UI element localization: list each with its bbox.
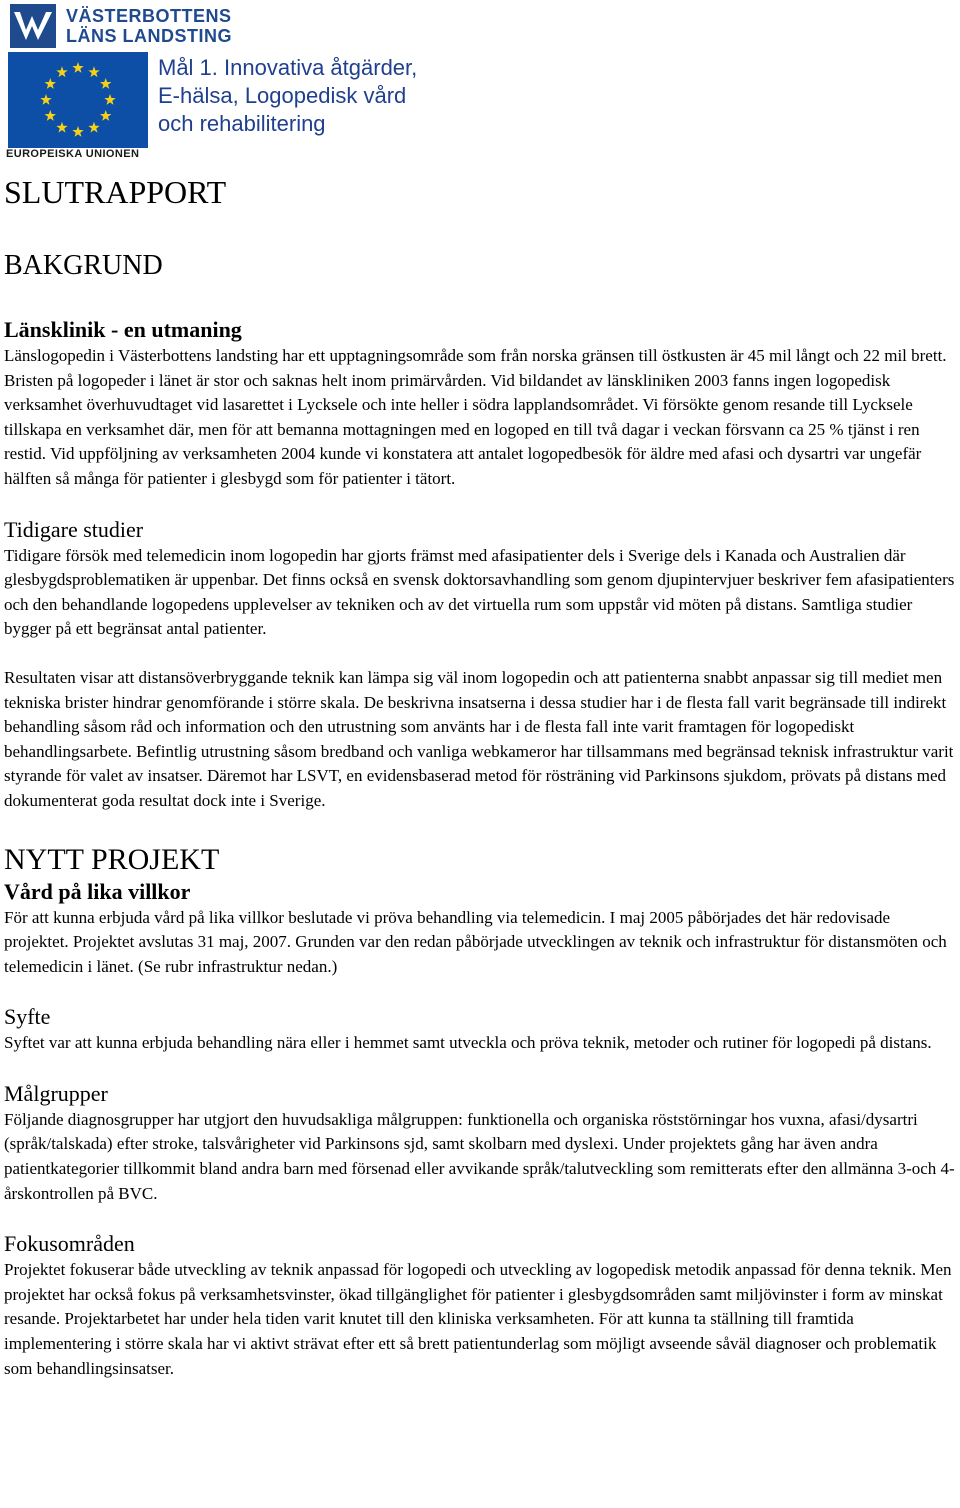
report-title: SLUTRAPPORT bbox=[4, 174, 227, 210]
eu-caption: EUROPEISKA UNIONEN bbox=[6, 148, 140, 160]
subheading-syfte: Syfte bbox=[4, 1004, 51, 1030]
county-council-emblem-icon bbox=[10, 4, 56, 48]
paragraph-malgrupper: Följande diagnosgrupper har utgjort den huvudsakliga målgruppen: funktionella och organiska röststörningar hos vuxna, afasi/dysartri (språk/talskada) efter stroke, talsvårigheter vid Parkinsons sjd, samt skolbarn med dyslexi. Under projektets gång har även andra patientkategorier tillkommit bland andra barn med försenad eller avvikande språk/talutveckling som remitterats efter den allmänna 3-och 4-årskontrollen på BVC. bbox=[4, 1109, 955, 1203]
paragraph-syfte: Syftet var att kunna erbjuda behandling nära eller i hemmet samt utveckla och pröva teknik, metoder och rutiner för logopedi på distans. bbox=[4, 1033, 932, 1053]
paragraph-nytt-projekt: För att kunna erbjuda vård på lika villkor beslutade vi pröva behandling via telemedicin. I maj 2005 påbörjades det här redovisade projektet. Projektet avslutas 31 maj, 2007. Grunden var den redan påbörjade utvecklingen av teknik och infrastruktur för distansmöten och telemedicin i länet. (Se rubr infrastruktur nedan.) bbox=[4, 907, 947, 976]
goal-title: Mål 1. Innovativa åtgärder, E-hälsa, Logopedisk vård och rehabilitering bbox=[158, 55, 418, 136]
paragraph-bakgrund: Länslogopedin i Västerbottens landsting har ett upptagningsområde som från norska gränsen till östkusten är 45 mil långt och 22 mil brett. Bristen på logopeder i länet är stor och saknas helt inom primärvården. Vid bildandet av länskliniken 2003 fanns ingen logopedisk verksamhet överhuvudtaget vid lasarettet i Lycksele och inte heller i södra lapplandsområdet. Vi försökte genom resande till Lycksele tillskapa en verksamhet där, men för att bemanna mottagningen med en logoped en till två dagar i veckan försvann ca 25 % tjänst i ren restid. Vid uppföljning av verksamheten 2004 kunde vi konstatera att antalet logopedbesök för äldre med afasi och dysartri var ungefär hälften så många för patienter i glesbygd som för patienter i tätort. bbox=[4, 346, 947, 488]
subheading-tidigare-studier: Tidigare studier bbox=[4, 516, 144, 542]
paragraph-tidigare-1: Tidigare försök med telemedicin inom logopedin har gjorts främst med afasipatienter dels i Sverige dels i Kanada och Australien där glesbygdsproblematiken är uppenbar. Det finns också en svensk doktorsavhandling som genom djupintervjuer beskriver fem afasipatienters och den behandlande logopedens upplevelser av tekniken och av det virtuella rum som uppstår vid möten på distans. Samtliga studier bygger på ett begränsat antal patienter. bbox=[4, 545, 955, 639]
org-name-line1: VÄSTERBOTTENS bbox=[66, 6, 232, 26]
section-title-bakgrund: BAKGRUND bbox=[4, 250, 163, 281]
eu-flag-icon bbox=[8, 52, 148, 148]
county-council-logo bbox=[10, 4, 250, 48]
document-body bbox=[4, 316, 956, 1381]
paragraph-tidigare-2: Resultaten visar att distansöverbryggande teknik kan lämpa sig väl inom logopedin och att patienterna snabbt anpassar sig till mediet men tekniska brister hindrar genomförande i större skala. De beskrivna insatserna i dessa studier har i de flesta fall varit begränsade till indirekt behandling såsom råd och information och den utrustning som använts har i de flesta fall inte varit framtagen för logopediskt behandlingsarbete. Befintlig utrustning såsom bredband och vanliga webkameror har tillsammans med begränsad teknisk infrastruktur varit styrande för valet av insatser. Däremot har LSVT, en evidensbaserad metod för rösträning vid Parkinsons sjukdom, prövats på distans med dokumenterat goda resultat dock inte i Sverige. bbox=[4, 667, 954, 810]
subheading-malgrupper: Målgrupper bbox=[4, 1080, 108, 1106]
subheading-vard-pa-lika-villkor: Vård på lika villkor bbox=[4, 878, 191, 904]
section-title-nytt-projekt: NYTT PROJEKT bbox=[4, 842, 220, 876]
subheading-fokusomraden: Fokusområden bbox=[4, 1231, 135, 1257]
paragraph-fokusomraden: Projektet fokuserar både utveckling av teknik anpassad för logopedi och utveckling av logopedisk metodik anpassad för denna teknik. Men projektet har också fokus på verksamhetsvinster, ökad tillgänglighet för patienter i glesbygdsområden samt miljövinster i form av minskat resande. Projektarbetet har under hela tiden varit knutet till den kliniska verksamheten. För att kunna ta ställning till framtida implementering i större skala har vi aktivt strävat efter ett så brett patientunderlag som möjligt avseende såväl diagnoser och problematik som behandlingsinsatser. bbox=[4, 1260, 952, 1378]
subheading-lansklinik: Länsklinik - en utmaning bbox=[4, 317, 242, 342]
org-name-line2: LÄNS LANDSTING bbox=[66, 26, 232, 46]
